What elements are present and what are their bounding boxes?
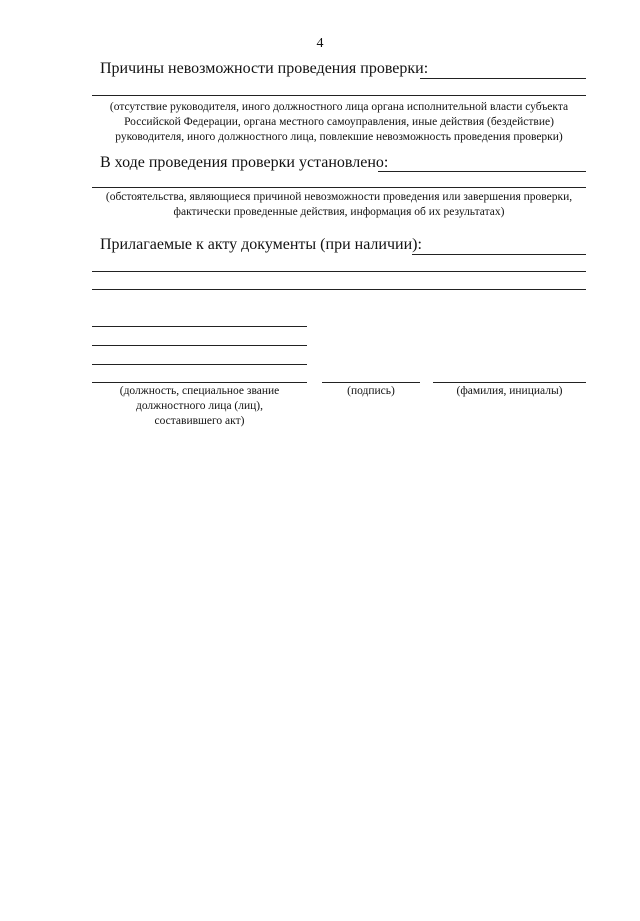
signature-line[interactable]	[322, 382, 420, 383]
position-caption-line-2: должностного лица (лиц),	[135, 400, 264, 412]
established-fill-line[interactable]	[378, 171, 586, 172]
attachments-line-2[interactable]	[92, 289, 586, 290]
position-line-4[interactable]	[92, 382, 307, 383]
established-heading: В ходе проведения проверки установлено:	[100, 154, 389, 171]
position-line-3[interactable]	[92, 364, 307, 365]
position-caption-line-3: составившего акт)	[154, 415, 245, 427]
reasons-heading: Причины невозможности проведения проверки:	[100, 60, 429, 77]
name-caption: (фамилия, инициалы)	[456, 385, 563, 397]
reasons-caption-line-3: руководителя, иного должностного лица, повлекшие невозможность проведения проверки)	[115, 131, 563, 143]
established-caption-line-2: фактически проведенные действия, информация об их результатах)	[173, 206, 505, 218]
position-caption-line-1: (должность, специальное звание	[119, 385, 280, 397]
attachments-fill-line[interactable]	[412, 254, 586, 255]
established-full-line[interactable]	[92, 187, 586, 188]
name-line[interactable]	[433, 382, 586, 383]
page-number: 4	[316, 36, 324, 51]
established-caption-line-1: (обстоятельства, являющиеся причиной невозможности проведения или завершения проверки,	[105, 191, 573, 203]
reasons-full-line[interactable]	[92, 95, 586, 96]
reasons-fill-line[interactable]	[420, 78, 586, 79]
position-line-1[interactable]	[92, 326, 307, 327]
position-line-2[interactable]	[92, 345, 307, 346]
reasons-caption	[92, 100, 586, 145]
reasons-caption-line-2: Российской Федерации, органа местного самоуправления, иные действия (бездействие)	[124, 116, 554, 128]
signature-caption: (подпись)	[347, 385, 395, 397]
established-caption	[92, 190, 586, 220]
attachments-heading: Прилагаемые к акту документы (при наличии):	[100, 236, 422, 253]
reasons-caption-line-1: (отсутствие руководителя, иного должностного лица органа исполнительной власти субъекта	[109, 101, 569, 113]
attachments-line-1[interactable]	[92, 271, 586, 272]
position-caption	[92, 384, 307, 429]
